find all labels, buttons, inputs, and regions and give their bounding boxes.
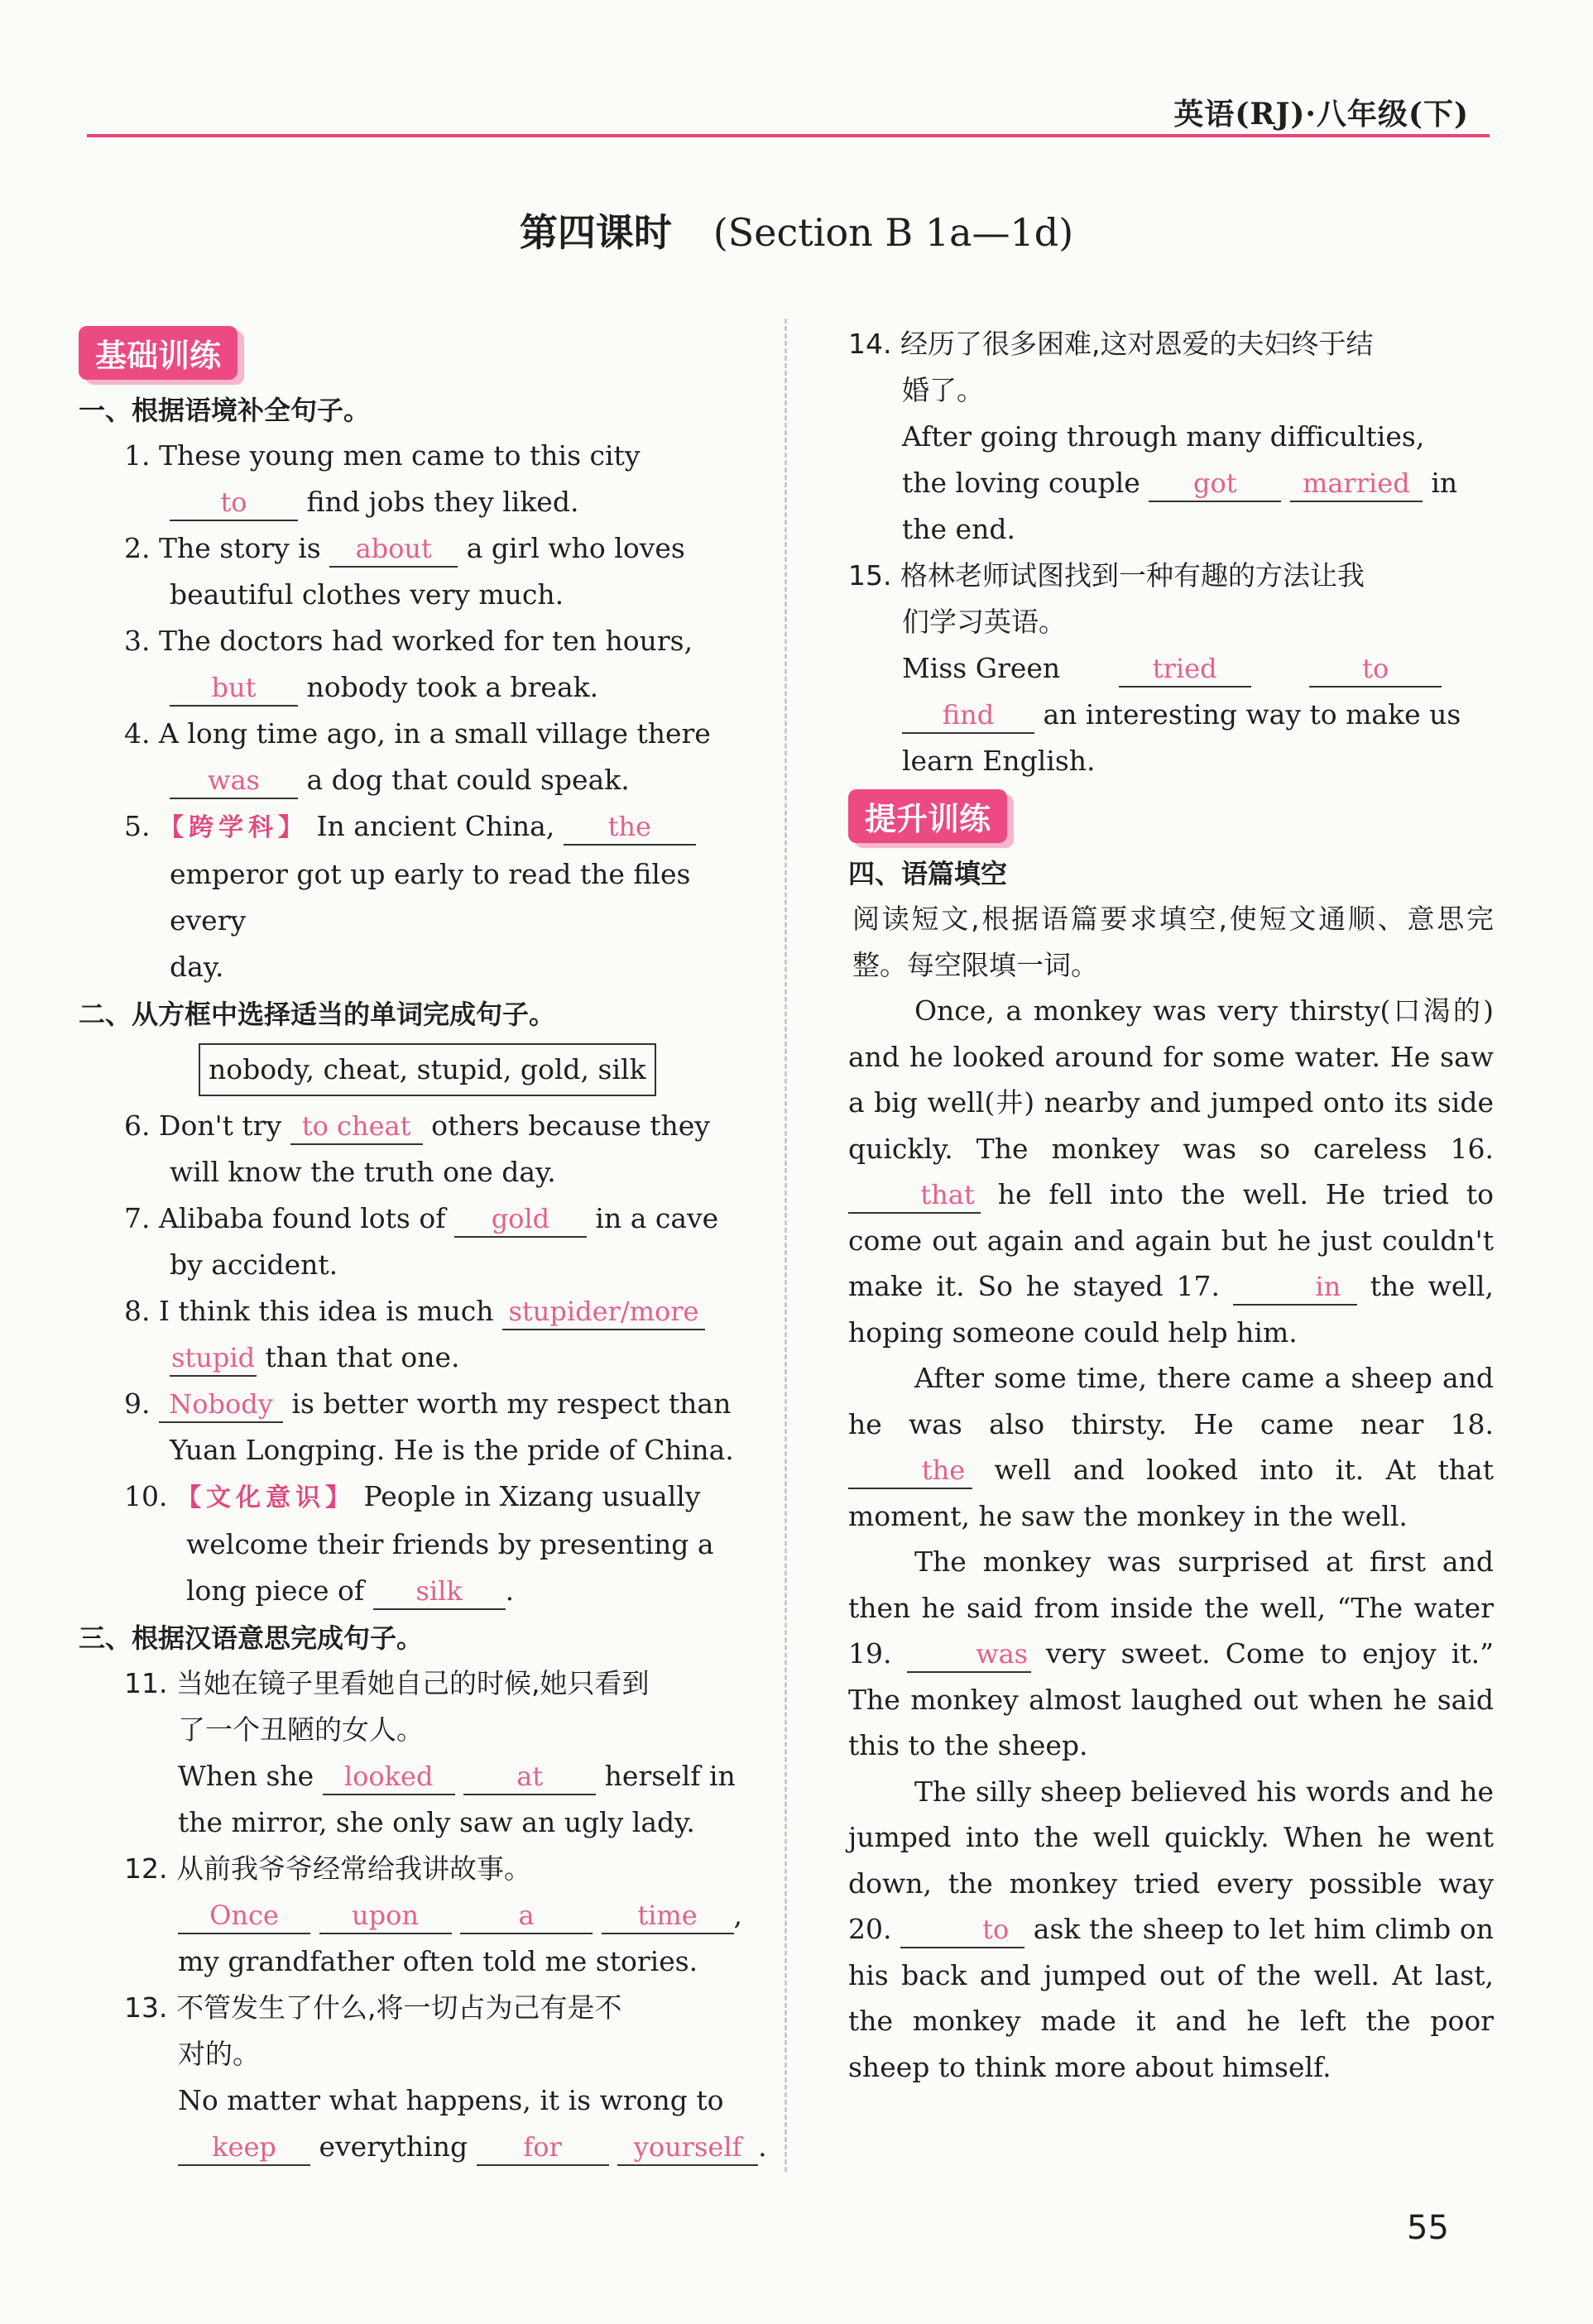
question-4-cont [79,757,770,803]
q8-answer-2[interactable]: stupid [170,1340,257,1377]
question-15 [848,553,1494,599]
header-divider [87,134,1490,137]
q5-text-b: emperor got up early to read the files every [170,858,691,937]
q14-number: 14. [848,328,892,360]
q5-text-a: In ancient China, [316,810,555,842]
q9-number: 9. [124,1387,151,1420]
q12-cn-1: 从前我爷爷经常给我讲故事。 [175,1852,531,1885]
q2-number: 2. [124,532,151,564]
q14-cn-2: 婚了。 [902,374,984,406]
q7-number: 7. [124,1202,151,1234]
q1-text-a: These young men came to this city [159,439,641,472]
q7-answer[interactable]: gold [454,1201,587,1238]
q12-comma: , [733,1899,742,1931]
question-10-cont [79,1568,770,1614]
q10-answer[interactable]: silk [373,1574,506,1610]
question-6 [79,1103,770,1149]
q8-text-b: than that one. [265,1341,460,1373]
q14-cn-1: 经历了很多困难,这对恩爱的夫妇终于结 [900,328,1374,360]
q2-text-c: beautiful clothes very much. [170,578,564,611]
q4-text-b: a dog that could speak. [306,764,630,796]
q10-period: . [505,1574,515,1607]
question-13 [79,1985,770,2031]
left-column [79,321,770,2170]
question-13-en [79,2124,770,2170]
lesson-title-cn: 第四课时 [519,210,672,255]
question-7 [79,1196,770,1242]
blank-20[interactable]: to [900,1912,1024,1948]
p3-text-b: very sweet. Come to enjoy it.” The monkey almost laughed out when he said this to the sheep. [848,1637,1494,1761]
q12-answer-4[interactable]: time [602,1898,734,1934]
q6-text-c: will know the truth one day. [170,1156,556,1188]
section3-heading: 三、根据汉语意思完成句子。 [79,1622,424,1654]
q15-text-a: Miss Green [902,652,1061,684]
question-11 [79,1660,770,1707]
q1-answer[interactable]: to [170,485,298,521]
q15-answer-2[interactable]: to [1309,651,1442,688]
q13-cn-1: 不管发生了什么,将一切占为己有是不 [175,1991,622,2024]
q6-number: 6. [124,1109,151,1142]
question-8 [79,1288,770,1335]
q5-text-c: day. [170,951,224,983]
section2-heading: 二、从方框中选择适当的单词完成句子。 [79,999,556,1030]
passage [848,988,1494,2090]
right-column [848,321,1494,2090]
p4-text-a: The silly sheep believed his words and he jumped into the well quickly. When he went down, the monkey tried every possible way 20. [848,1775,1494,1945]
q11-text-c: the mirror, she only saw an ugly lady. [178,1806,695,1838]
q12-text-a: my grandfather often told me stories. [178,1945,698,1977]
q10-text-c: long piece of [186,1574,365,1607]
blank-19[interactable]: was [907,1636,1031,1673]
q5-number: 5. [124,810,151,842]
q2-text-a: The story is [159,532,321,564]
q13-cn-2: 对的。 [178,2038,260,2070]
q14-text-a: After going through many difficulties, [902,420,1425,453]
q13-answer-1[interactable]: keep [178,2130,310,2166]
q1-text-b: find jobs they liked. [306,486,579,518]
q13-period: . [758,2130,767,2163]
q5-tag-cross-discipline: 【跨学科】 [159,813,308,842]
q9-answer[interactable]: Nobody [159,1387,283,1423]
q6-answer[interactable]: to cheat [290,1109,423,1145]
q14-text-c: in [1431,467,1458,499]
q11-answer-2[interactable]: at [463,1759,596,1795]
q5-answer[interactable]: the [564,809,696,846]
q11-number: 11. [124,1667,168,1699]
q12-answer-1[interactable]: Once [178,1898,310,1934]
question-15-cont [848,692,1494,738]
section1-heading: 一、根据语境补全句子。 [79,395,371,426]
q9-text-b: Yuan Longping. He is the pride of China. [170,1434,734,1466]
q8-answer-1[interactable]: stupider/more [502,1294,705,1330]
lesson-title [0,203,1593,257]
q2-answer[interactable]: about [329,531,458,568]
q14-text-d: the end. [902,513,1015,545]
q8-text-a: I think this idea is much [159,1295,494,1327]
q15-answer-1[interactable]: tried [1119,651,1251,688]
question-1 [79,433,770,479]
p2-text-a: After some time, there came a sheep and he was also thirsty. He came near 18. [848,1362,1494,1440]
passage-paragraph-3 [848,1539,1494,1769]
q10-tag-culture: 【文化意识】 [175,1483,355,1512]
q15-cn-1: 格林老师试图找到一种有趣的方法让我 [900,559,1365,592]
q2-text-b: a girl who loves [466,532,685,564]
word-box: nobody, cheat, stupid, gold, silk [199,1043,656,1096]
blank-18[interactable]: the [848,1453,972,1489]
q15-answer-3[interactable]: find [902,697,1034,734]
q11-text-a: When she [178,1760,314,1792]
blank-17[interactable]: in [1233,1269,1357,1306]
question-2 [79,525,770,572]
q3-text-b: nobody took a break. [306,671,599,703]
question-8-cont [79,1335,770,1381]
passage-paragraph-1 [848,988,1494,1355]
q8-number: 8. [124,1295,151,1327]
question-12-en [79,1892,770,1938]
q14-answer-2[interactable]: married [1290,466,1423,502]
question-14 [848,321,1494,367]
column-divider [785,319,787,2172]
question-11-en [79,1753,770,1799]
badge-basic-training: 基础训练 [79,326,238,380]
q4-number: 4. [124,717,151,750]
q15-text-c: learn English. [902,745,1096,777]
q15-text-b: an interesting way to make us [1043,698,1461,731]
p3-text-a: The monkey was surprised at first and then he said from inside the well, “The water 19. [848,1545,1494,1670]
q7-text-c: by accident. [170,1248,338,1281]
lesson-title-en: (Section B 1a—1d) [713,210,1074,255]
q13-answer-3[interactable]: yourself [617,2130,758,2166]
question-3 [79,618,770,664]
p1-text-c: the well, hoping someone could help him. [848,1270,1494,1349]
q10-number: 10. [124,1480,168,1512]
question-12 [79,1846,770,1892]
q6-text-a: Don't try [159,1109,282,1142]
q10-text-b: welcome their friends by presenting a [186,1528,714,1560]
q13-text-b: everything [319,2130,468,2163]
blank-16[interactable]: that [848,1177,981,1214]
question-15-en [848,645,1494,692]
q7-text-a: Alibaba found lots of [159,1202,446,1234]
p1-text-a: Once, a monkey was very thirsty(口渴的) and he looked around for some water. He saw a big well(井) nearby and jumped onto its side quickly. The monkey was so careless 16. [848,994,1494,1165]
q13-number: 13. [124,1991,168,2024]
question-10 [79,1473,770,1521]
q14-text-b: the loving couple [902,467,1140,499]
q4-text-a: A long time ago, in a small village there [159,717,711,750]
q11-answer-1[interactable]: looked [323,1759,455,1795]
question-3-cont [79,664,770,711]
question-9 [79,1381,770,1427]
question-4 [79,711,770,757]
q3-number: 3. [124,625,151,657]
q7-text-b: in a cave [595,1202,719,1234]
q12-number: 12. [124,1852,168,1885]
q11-cn-1: 当她在镜子里看她自己的时候,她只看到 [175,1667,650,1699]
q3-answer[interactable]: but [170,670,298,707]
section4-heading: 四、语篇填空 [848,858,1008,889]
q1-number: 1. [124,439,151,472]
question-1-cont [79,479,770,525]
header-title: 英语(RJ)·八年级(下) [1173,97,1469,132]
badge-advanced-training: 提升训练 [848,789,1007,843]
page-number: 55 [1407,2209,1449,2247]
q14-answer-1[interactable]: got [1149,466,1281,502]
q6-text-b: others because they [431,1109,710,1142]
q11-text-b: herself in [604,1760,736,1792]
q4-answer[interactable]: was [170,763,298,799]
question-14-en [848,460,1494,506]
p4-text-b: ask the sheep to let him climb on his back and jumped out of the well. At last, the monkey made it and he left the poor sheep to think more about himself. [848,1913,1495,2083]
question-5 [79,803,770,851]
passage-paragraph-2 [848,1355,1494,1539]
q10-text-a: People in Xizang usually [363,1480,701,1512]
p1-text-b: he fell into the well. He tried to come out again and again but he just couldn't make it. So he stayed 17. [848,1178,1494,1302]
section4-instructions: 阅读短文,根据语篇要求填空,使短文通顺、意思完整。每空限填一词。 [852,903,1494,981]
q9-text-a: is better worth my respect than [291,1387,732,1420]
q13-text-a: No matter what happens, it is wrong to [178,2084,724,2116]
q15-cn-2: 们学习英语。 [902,606,1066,638]
q12-answer-3[interactable]: a [460,1898,593,1934]
q11-cn-2: 了一个丑陋的女人。 [178,1713,424,1746]
p2-text-b: well and looked into it. At that moment, he saw the monkey in the well. [848,1454,1494,1532]
q15-number: 15. [848,559,892,592]
q3-text-a: The doctors had worked for ten hours, [159,625,693,657]
q13-answer-2[interactable]: for [477,2130,609,2166]
q12-answer-2[interactable]: upon [319,1898,452,1934]
passage-paragraph-4 [848,1769,1494,2091]
